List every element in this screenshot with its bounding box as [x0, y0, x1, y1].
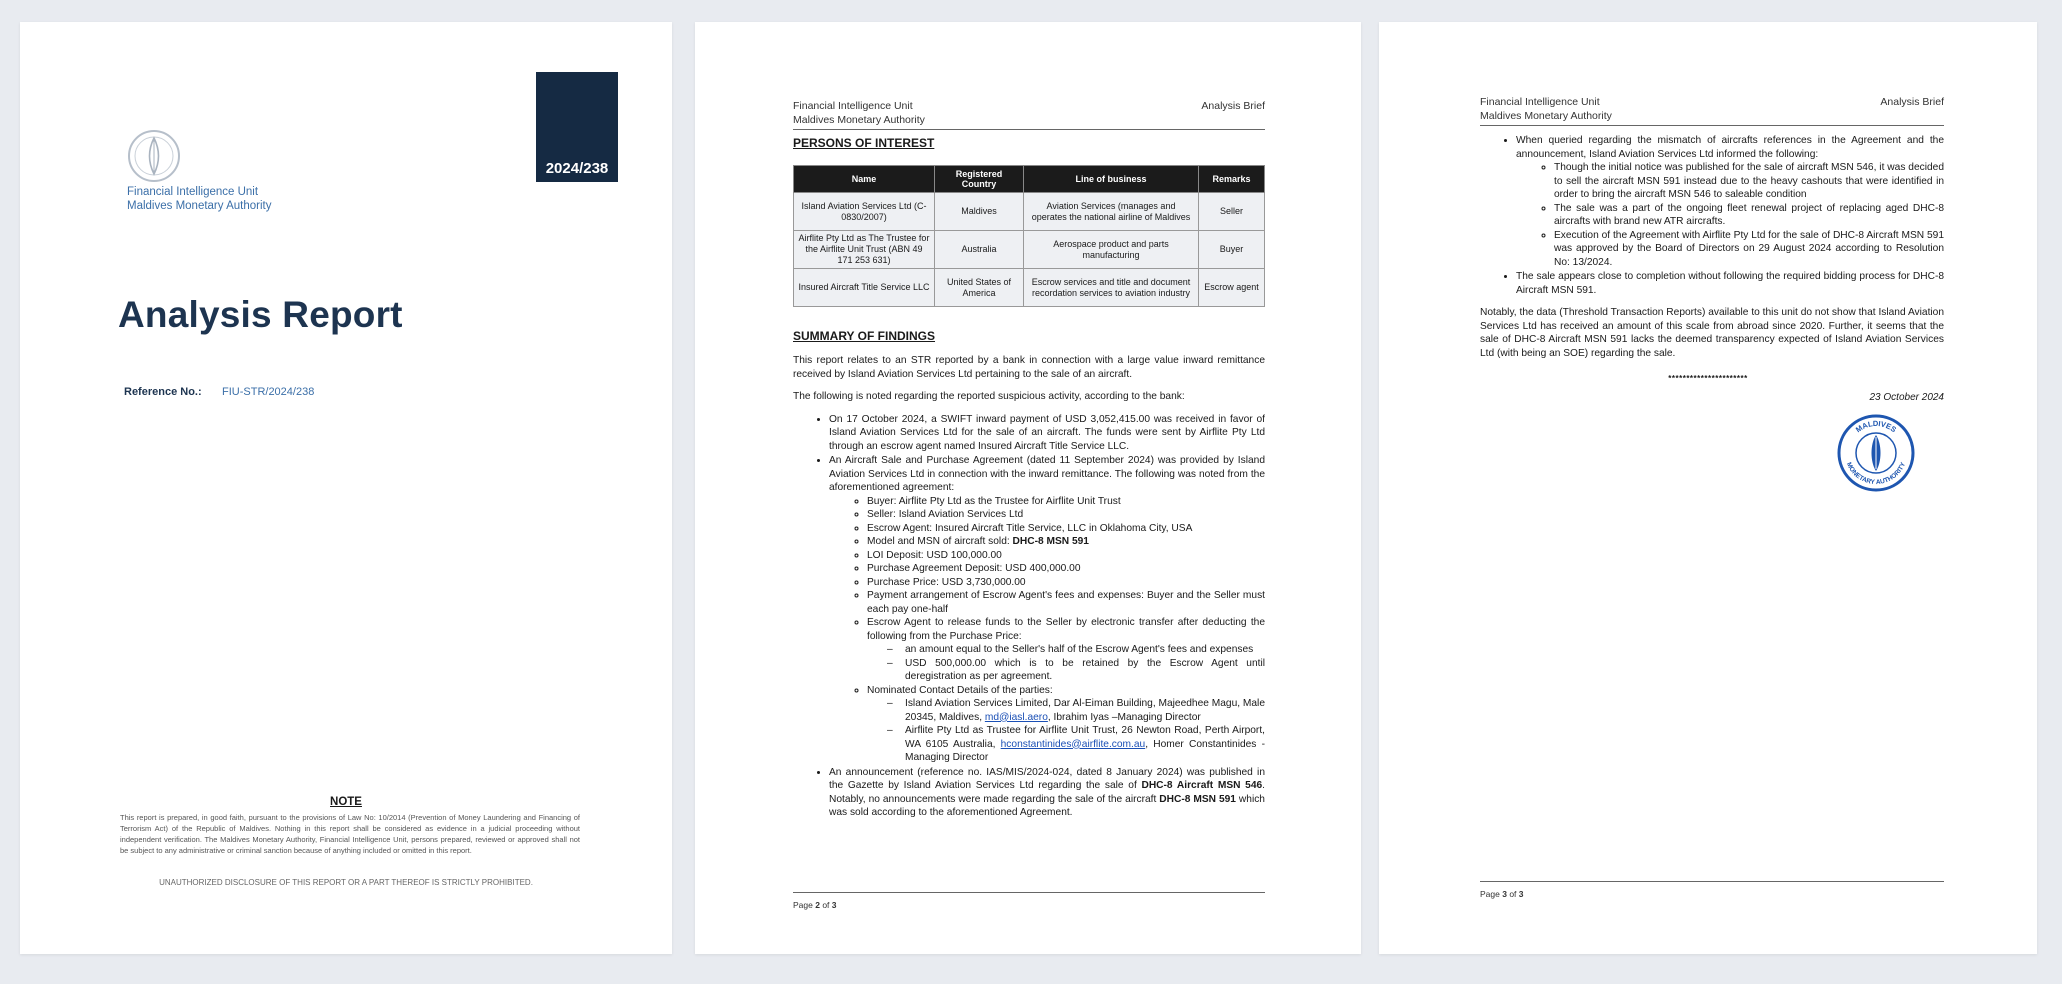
- contact-text: , Ibrahim Iyas –Managing Director: [1047, 711, 1201, 723]
- seal-text-top: MALDIVES: [1854, 418, 1899, 435]
- note-heading: NOTE: [330, 796, 362, 808]
- finding-agreement-text: An Aircraft Sale and Purchase Agreement (dated 11 September 2024) was provided by Island Aviation Services Ltd in connection with the inward remittance. The following was noted from the aforementioned agreement:: [829, 455, 1265, 493]
- announcement-text: An announcement (reference no. IAS/MIS/2024-024, dated 8 January 2024) was published in the Gazette by Island Aviation Services Ltd regarding the sale of: [829, 766, 1265, 791]
- summary-of-findings-title: SUMMARY OF FINDINGS: [793, 329, 936, 343]
- release-sub-item: – USD 500,000.00 which is to be retained by the Escrow Agent until deregistration as per agreement.: [905, 657, 1265, 684]
- agreement-details-list: [829, 495, 1265, 765]
- footer-prefix: Page: [793, 900, 816, 910]
- seal-text-bottom: MONETARY AUTHORITY: [1844, 461, 1908, 487]
- findings-list: [793, 413, 1265, 820]
- header-doc-type: Analysis Brief: [1880, 96, 1944, 108]
- table-cell: Insured Aircraft Title Service LLC: [794, 269, 935, 307]
- page-footer: [793, 892, 1265, 910]
- table-cell: Australia: [935, 231, 1024, 269]
- mismatch-response-list: [1516, 161, 1944, 269]
- response-item: ◦ Execution of the Agreement with Airflite Pty Ltd for the sale of DHC-8 Aircraft MSN 591 was approved by the Board of Directors on 29 August 2024 according to Resolution No: 13/2024.: [1554, 229, 1944, 270]
- table-cell: Aerospace product and parts manufacturing: [1024, 231, 1199, 269]
- page3-body: [1480, 134, 1944, 369]
- response-item: ◦ Though the initial notice was published for the sale of aircraft MSN 546, it was decided to sell the aircraft MSN 591 instead due to the heavy cashouts that were identified in order to bring the aircraft MSN 546 to saleable condition: [1554, 161, 1944, 202]
- footer-of: of: [1506, 889, 1519, 899]
- finding-announcement: [829, 766, 1265, 820]
- table-row: [794, 231, 1265, 269]
- reference-value: FIU-STR/2024/238: [222, 386, 315, 398]
- footer-of: of: [819, 900, 832, 910]
- table-cell: Seller: [1199, 193, 1265, 231]
- footer-total-pages: 3: [1518, 889, 1524, 899]
- fiu-logo-icon: [126, 128, 182, 184]
- findings-list-continued: [1480, 134, 1944, 297]
- reference-label: Reference No.:: [124, 386, 202, 398]
- reference-box-number: 2024/238: [545, 160, 609, 177]
- table-row: [794, 269, 1265, 307]
- response-item: ◦ The sale was a part of the ongoing fleet renewal project of replacing aged DHC-8 aircrafts with brand new ATR aircrafts.: [1554, 202, 1944, 229]
- agreement-model-value: DHC-8 MSN 591: [1012, 536, 1089, 547]
- contact-island-aviation: [905, 697, 1265, 724]
- summary-body: [793, 354, 1265, 821]
- agreement-release-text: Escrow Agent to release funds to the Seller by electronic transfer after deducting the following from the Purchase Price:: [867, 617, 1265, 642]
- persons-of-interest-title: PERSONS OF INTEREST: [793, 136, 935, 150]
- agreement-release: [867, 616, 1265, 684]
- agreement-loi: ◦ LOI Deposit: USD 100,000.00: [867, 549, 1265, 563]
- contact-airflite: [905, 724, 1265, 765]
- announcement-bold: DHC-8 MSN 591: [1159, 793, 1236, 805]
- agreement-model-label: Model and MSN of aircraft sold:: [867, 536, 1013, 547]
- summary-paragraph-2: The following is noted regarding the reported suspicious activity, according to the bank:: [793, 391, 1185, 402]
- finding-bidding-process: • The sale appears close to completion without following the required bidding process for DHC-8 Aircraft MSN 591.: [1516, 270, 1944, 297]
- cover-page: [20, 22, 672, 954]
- agreement-buyer: ◦ Buyer: Airflite Pty Ltd as the Trustee for Airflite Unit Trust: [867, 495, 1265, 509]
- running-header: [1480, 96, 1944, 126]
- contacts-sublist: [867, 697, 1265, 765]
- table-cell: Aviation Services (manages and operates the national airline of Maldives: [1024, 193, 1199, 231]
- table-cell: Airflite Pty Ltd as The Trustee for the Airflite Unit Trust (ABN 49 171 253 631): [794, 231, 935, 269]
- table-cell: Buyer: [1199, 231, 1265, 269]
- header-org-line2: Maldives Monetary Authority: [1480, 110, 1612, 122]
- footer-page-number: 3: [1502, 889, 1507, 899]
- agreement-purchase-deposit: ◦ Purchase Agreement Deposit: USD 400,000.00: [867, 562, 1265, 576]
- cover-org-name: [127, 185, 271, 213]
- contact-text: , Homer Constantinides - Managing Director: [905, 738, 1265, 763]
- table-cell: United States of America: [935, 269, 1024, 307]
- reference-box: [536, 72, 618, 182]
- contact-text: Island Aviation Services Limited, Dar Al-Eiman Building, Majeedhee Magu, Male 20345, Maldives,: [905, 698, 1265, 723]
- running-header: [793, 100, 1265, 130]
- announcement-text: which was sold according to the aforementioned Agreement.: [829, 793, 1265, 818]
- contact-text: Airflite Pty Ltd as Trustee for Airflite Unit Trust, 26 Newton Road, Perth Airport, WA 6105 Australia,: [905, 725, 1265, 750]
- agreement-contacts-text: Nominated Contact Details of the parties:: [867, 684, 1053, 696]
- table-cell: Escrow services and title and document recordation services to aviation industry: [1024, 269, 1199, 307]
- disclosure-warning: UNAUTHORIZED DISCLOSURE OF THIS REPORT OR A PART THEREOF IS STRICTLY PROHIBITED.: [159, 878, 533, 887]
- report-title: Analysis Report: [118, 294, 403, 335]
- agreement-seller: ◦ Seller: Island Aviation Services Ltd: [867, 508, 1265, 522]
- table-row: [794, 193, 1265, 231]
- persons-of-interest-table: [793, 165, 1265, 307]
- table-header-cell: Name: [794, 166, 935, 193]
- header-org-line1: Financial Intelligence Unit: [1480, 96, 1600, 108]
- header-org-line1: Financial Intelligence Unit: [793, 100, 913, 112]
- cover-org-line1: Financial Intelligence Unit: [127, 186, 259, 198]
- announcement-bold: DHC-8 Aircraft MSN 546: [1141, 780, 1263, 791]
- finding-mismatch-query: [1516, 134, 1944, 269]
- header-doc-type: Analysis Brief: [1201, 100, 1265, 112]
- email-link[interactable]: md@iasl.aero: [984, 711, 1048, 723]
- page-footer: [1480, 881, 1944, 899]
- mismatch-query-text: When queried regarding the mismatch of aircrafts references in the Agreement and the announcement, Island Aviation Services Ltd informed the following:: [1516, 135, 1944, 160]
- note-text: This report is prepared, in good faith, pursuant to the provisions of Law No: 10/2014 (Prevention of Money Laundering and Financing of Terrorism Act) of the Republic of Maldives. Nothing in this report shall be considered as evidence in a judicial proceeding without independent verification. The Maldives Monetary Authority, Financial Intelligence Unit, persons prepared, reviewed or approved shall not be subject to any administrative or criminal sanction because of anything included or omitted in this report.: [120, 813, 580, 855]
- page-3: [1379, 22, 2037, 954]
- agreement-purchase-price: ◦ Purchase Price: USD 3,730,000.00: [867, 576, 1265, 590]
- finding-agreement: [829, 454, 1265, 765]
- release-sublist: [867, 643, 1265, 684]
- table-header-row: [794, 166, 1265, 193]
- table-cell: Escrow agent: [1199, 269, 1265, 307]
- report-date: 23 October 2024: [1869, 392, 1944, 403]
- table-cell: Island Aviation Services Ltd (C-0830/2007): [794, 193, 935, 231]
- header-org-line2: Maldives Monetary Authority: [793, 114, 925, 126]
- mma-seal-icon: [1835, 412, 1917, 494]
- summary-paragraph-1: This report relates to an STR reported by a bank in connection with a large value inward remittance received by Island Aviation Services Ltd pertaining to the sale of an aircraft.: [793, 355, 1265, 380]
- conclusion-paragraph: Notably, the data (Threshold Transaction Reports) available to this unit do not show that Island Aviation Services Ltd has received an amount of this scale from abroad since 2020. Further, it seems that the sale of DHC-8 Aircraft MSN 591 lacks the deemed transparency expected of Island Aviation Services Ltd (with being an SOE) regarding the sale.: [1480, 307, 1944, 359]
- agreement-escrow: ◦ Escrow Agent: Insured Aircraft Title Service, LLC in Oklahoma City, USA: [867, 522, 1265, 536]
- email-link[interactable]: hconstantinides@airflite.com.au: [1000, 738, 1146, 750]
- table-header-cell: Line of business: [1024, 166, 1199, 193]
- agreement-contacts: [867, 684, 1265, 765]
- footer-page-number: 2: [815, 900, 820, 910]
- announcement-text: . Notably, no announcements were made regarding the sale of the aircraft: [829, 780, 1265, 805]
- table-header-cell: Remarks: [1199, 166, 1265, 193]
- release-sub-item: – an amount equal to the Seller's half of the Escrow Agent's fees and expenses: [905, 643, 1265, 657]
- cover-org-line2: Maldives Monetary Authority: [127, 200, 272, 212]
- agreement-fees: ◦ Payment arrangement of Escrow Agent's fees and expenses: Buyer and the Seller must each pay one-half: [867, 589, 1265, 616]
- table-header-cell: Registered Country: [935, 166, 1024, 193]
- end-of-text-separator: **********************: [1668, 374, 1748, 383]
- footer-prefix: Page: [1480, 889, 1503, 899]
- finding-swift-payment: • On 17 October 2024, a SWIFT inward payment of USD 3,052,415.00 was received in favor of Island Aviation Services Ltd for the sale of an aircraft. The funds were sent by Airflite Pty Ltd through an escrow agent named Insured Aircraft Title Service LLC.: [829, 413, 1265, 454]
- table-cell: Maldives: [935, 193, 1024, 231]
- page-2: [695, 22, 1361, 954]
- footer-total-pages: 3: [831, 900, 837, 910]
- agreement-model: [867, 535, 1265, 549]
